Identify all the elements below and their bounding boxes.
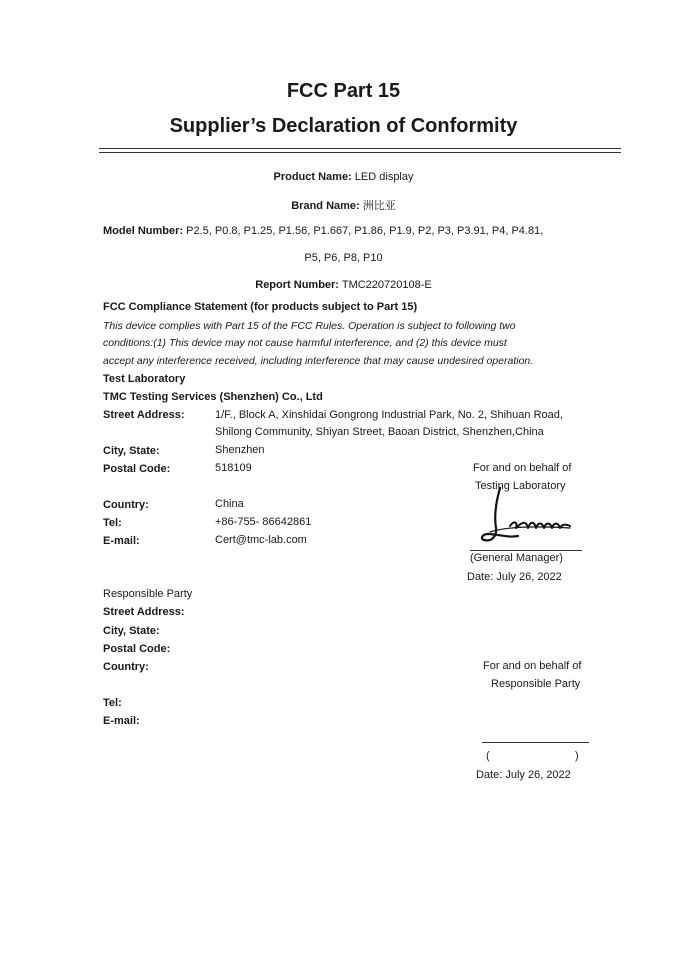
lab-date: Date: July 26, 2022 [467, 571, 562, 583]
model-number-row [103, 225, 543, 237]
lab-postal-label: Postal Code: [103, 463, 171, 475]
product-name-label: Product Name: [273, 171, 352, 183]
responsible-paren-open: ( [486, 750, 490, 762]
title-rule-top [99, 148, 621, 149]
lab-heading: Test Laboratory [103, 373, 186, 385]
brand-name-row [0, 197, 687, 213]
signature-stroke-under [490, 527, 570, 532]
responsible-tel-label: Tel: [103, 697, 122, 709]
lab-tel-value: +86-755- 86642861 [215, 516, 312, 528]
responsible-city-label: City, State: [103, 625, 160, 637]
lab-postal-value: 518109 [215, 462, 252, 474]
report-number-row [0, 279, 687, 291]
report-number-value: TMC220720108-E [341, 279, 432, 291]
lab-street-line-2: Shilong Community, Shiyan Street, Baoan District, Shenzhen,China [215, 426, 544, 438]
model-number-label: Model Number: [103, 225, 184, 237]
brand-name-value: 洲比亚 [362, 200, 396, 212]
lab-tel-label: Tel: [103, 517, 122, 529]
responsible-email-label: E-mail: [103, 715, 140, 727]
product-name-value: LED display [354, 171, 414, 183]
lab-street-line-1: 1/F., Block A, Xinshidai Gongrong Industrial Park, No. 2, Shihuan Road, [215, 409, 563, 421]
responsible-behalf-line-1: For and on behalf of [483, 660, 582, 672]
lab-city-value: Shenzhen [215, 444, 265, 456]
responsible-country-label: Country: [103, 661, 149, 673]
lab-street-label: Street Address: [103, 409, 185, 421]
compliance-line-2: conditions:(1) This device may not cause harmful interference, and (2) this device must [103, 337, 507, 349]
responsible-behalf-line-2: Responsible Party [491, 678, 581, 690]
compliance-heading: FCC Compliance Statement (for products subject to Part 15) [103, 301, 418, 313]
responsible-signature-line [482, 742, 589, 743]
doc-subtitle: Supplier’s Declaration of Conformity [169, 115, 518, 137]
responsible-heading: Responsible Party [103, 588, 193, 600]
model-number-value: P2.5, P0.8, P1.25, P1.56, P1.667, P1.86, P1.9, P2, P3, P3.91, P4, P4.81, [186, 225, 544, 237]
compliance-line-1: This device complies with Part 15 of the FCC Rules. Operation is subject to following two [103, 320, 516, 332]
report-number-label: Report Number: [255, 279, 339, 291]
doc-title: FCC Part 15 [286, 80, 401, 102]
responsible-postal-label: Postal Code: [103, 643, 171, 655]
lab-country-label: Country: [103, 499, 149, 511]
signature-image [478, 482, 578, 552]
brand-name-label: Brand Name: [291, 200, 360, 212]
responsible-street-label: Street Address: [103, 606, 185, 618]
responsible-paren-close: ) [575, 750, 579, 762]
lab-behalf-line-1: For and on behalf of [473, 462, 572, 474]
lab-country-value: China [215, 498, 244, 510]
lab-city-label: City, State: [103, 445, 160, 457]
lab-signature-line [470, 550, 582, 551]
lab-name: TMC Testing Services (Shenzhen) Co., Ltd [103, 391, 323, 403]
lab-email-value: Cert@tmc-lab.com [215, 534, 307, 546]
lab-behalf-line-2: Testing Laboratory [475, 480, 566, 492]
signature-stroke-l [482, 488, 518, 540]
lab-email-label: E-mail: [103, 535, 140, 547]
compliance-line-3: accept any interference received, including interference that may cause undesired operation. [103, 355, 534, 367]
product-name-row [0, 171, 687, 183]
responsible-date: Date: July 26, 2022 [476, 769, 571, 781]
model-number-continued: P5, P6, P8, P10 [304, 252, 383, 264]
title-rule-bottom [99, 152, 621, 153]
lab-manager-title: (General Manager) [470, 552, 563, 564]
